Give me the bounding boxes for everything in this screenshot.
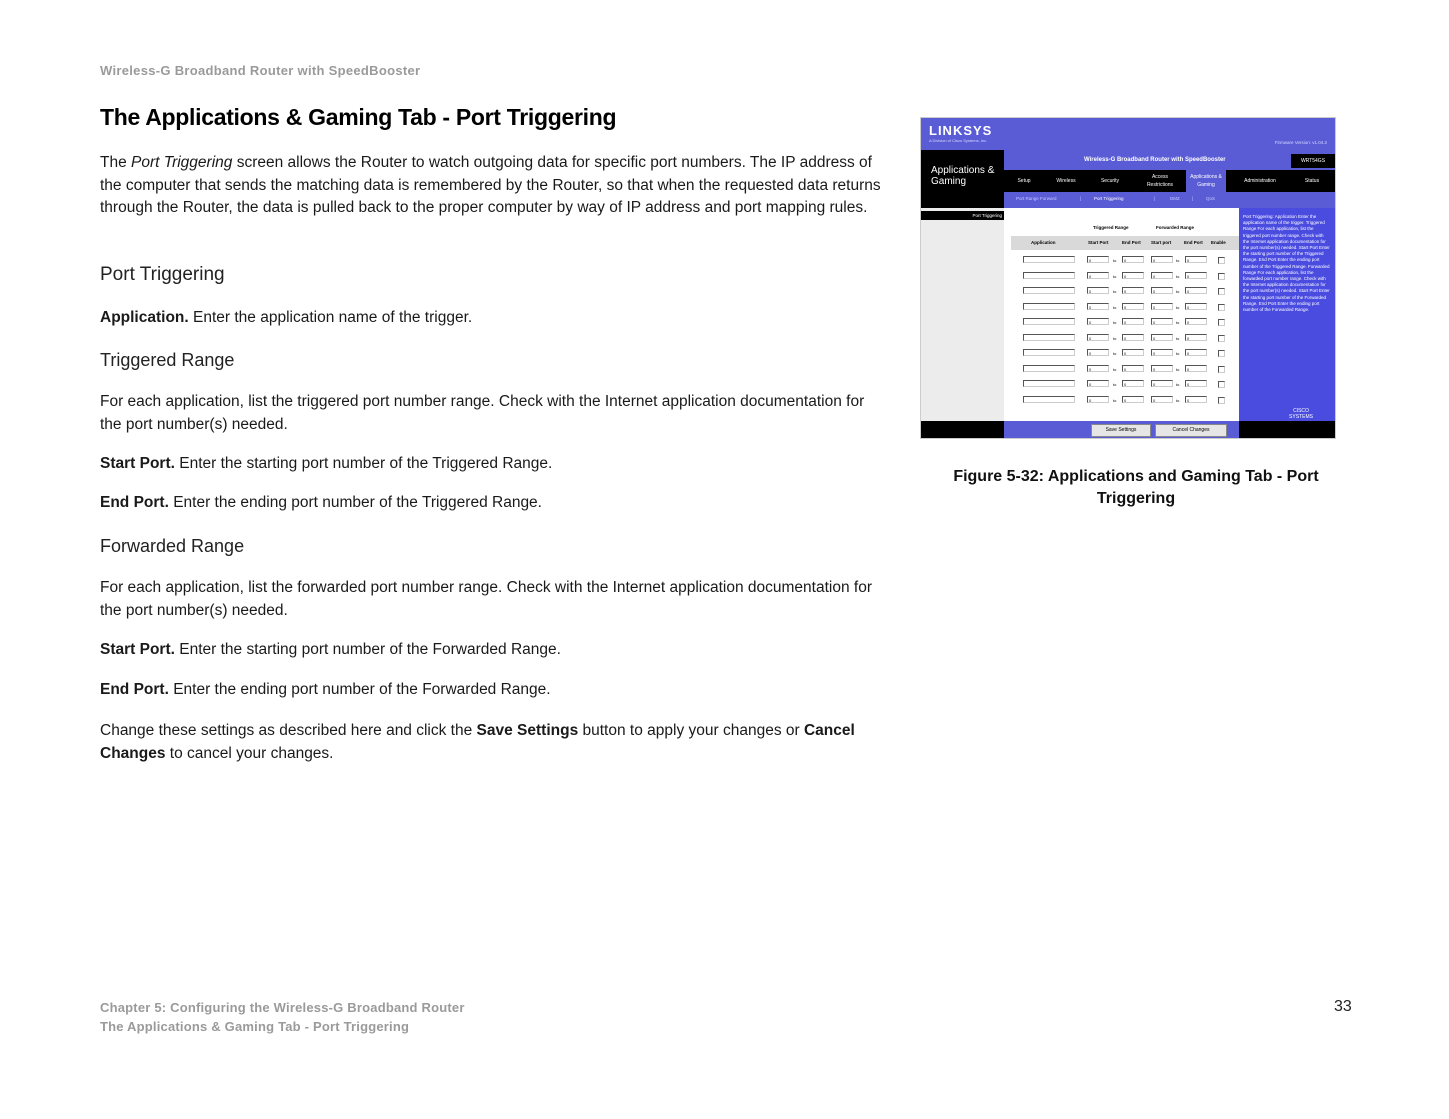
triggered-end-input[interactable]: 0 (1122, 318, 1144, 325)
triggered-end-input[interactable]: 0 (1122, 365, 1144, 372)
application-paragraph: Application. Enter the application name of the trigger. (100, 309, 473, 326)
trigger-row (921, 272, 1239, 282)
forwarded-start-input[interactable]: 0 (1151, 365, 1173, 372)
tab-setup[interactable]: Setup (1017, 178, 1031, 184)
application-input[interactable] (1023, 396, 1075, 403)
trigger-row (921, 365, 1239, 375)
help-text: Port Triggering: Application Enter the application name of the trigger. Triggered Range For each application, list the triggered port number range. Check with the Internet application documentation for the port number(s) needed. Start Port Enter the starting port number of the Triggered Range. End Port Enter the ending port number of the Triggered Range. Forwarded Range For each application, list the forwarded port number range. Check with the Internet application documentation for the port number(s) needed. Start Port Enter the starting port number of the Forwarded Range. End Port Enter the ending port number of the Forwarded Range. (1243, 214, 1330, 313)
enable-checkbox[interactable] (1218, 288, 1225, 295)
to-label: to (1113, 304, 1117, 310)
trigger-row (921, 349, 1239, 359)
sub-tabs (1004, 192, 1335, 208)
to-label: to (1176, 335, 1180, 341)
forwarded-start-paragraph: Start Port. Enter the starting port number of the Forwarded Range. (100, 641, 561, 658)
subtab-separator: | (1154, 196, 1156, 201)
trigger-row (921, 303, 1239, 313)
forwarded-end-input[interactable]: 0 (1185, 256, 1207, 263)
intro-italic: Port Triggering (131, 154, 233, 171)
to-label: to (1113, 258, 1117, 263)
forwarded-end-paragraph: End Port. Enter the ending port number of the Forwarded Range. (100, 681, 551, 698)
forwarded-start-input[interactable]: 0 (1151, 380, 1173, 387)
header-start-port: Start Port (1088, 240, 1109, 245)
forwarded-end-input[interactable]: 0 (1185, 318, 1207, 325)
triggered-start-input[interactable]: 0 (1087, 272, 1109, 279)
triggered-end-paragraph: End Port. Enter the ending port number of the Triggered Range. (100, 494, 542, 511)
trigger-row (921, 318, 1239, 328)
triggered-start-input[interactable]: 0 (1087, 318, 1109, 325)
linksys-logo: LINKSYS (929, 123, 993, 138)
left-section-label: Port Triggering (921, 211, 1004, 220)
triggered-end-input[interactable]: 0 (1122, 396, 1144, 403)
main-tabs (1004, 170, 1335, 192)
tab-administration[interactable]: Administration (1244, 178, 1276, 184)
to-label: to (1113, 273, 1117, 279)
application-input[interactable] (1023, 256, 1075, 263)
application-label: Application. (100, 309, 189, 326)
header-triggered-range: Triggered Range (1093, 225, 1129, 230)
triggered-start-input[interactable]: 0 (1087, 396, 1109, 403)
forwarded-start-input[interactable]: 0 (1151, 318, 1173, 325)
firmware-version: Firmware Version: v1.04.2 (1274, 140, 1327, 145)
triggered-start-input[interactable]: 0 (1087, 349, 1109, 356)
page-title: The Applications & Gaming Tab - Port Triggering (100, 104, 617, 130)
enable-checkbox[interactable] (1218, 304, 1225, 311)
forwarded-end-input[interactable]: 0 (1185, 334, 1207, 341)
cancel-changes-button[interactable]: Cancel Changes (1155, 424, 1227, 437)
to-label: to (1113, 397, 1117, 403)
intro-paragraph: The Port Triggering screen allows the Router to watch outgoing data for specific port numbers. The IP address of the computer that sends the matching data is remembered by the Router, so that when the requested data returns through the Router, the data is pulled back to the proper computer by way of IP address and port mapping rules. (100, 154, 881, 216)
to-label: to (1176, 366, 1180, 372)
heading-triggered-range: Triggered Range (100, 350, 235, 370)
application-input[interactable] (1023, 380, 1075, 387)
enable-checkbox[interactable] (1218, 397, 1225, 404)
triggered-start-input[interactable]: 0 (1087, 303, 1109, 310)
forwarded-start-input[interactable]: 0 (1151, 334, 1173, 341)
header-start-port-forwarded: Start port (1151, 240, 1172, 245)
triggered-end-input[interactable]: 0 (1122, 256, 1144, 263)
trigger-row (921, 287, 1239, 297)
header-forwarded-range: Forwarded Range (1156, 225, 1195, 230)
to-label: to (1176, 351, 1180, 356)
triggered-start-input[interactable]: 0 (1087, 380, 1109, 387)
forwarded-end-input[interactable]: 0 (1185, 287, 1207, 294)
to-label: to (1113, 366, 1117, 372)
to-label: to (1176, 320, 1180, 325)
triggered-end-input[interactable]: 0 (1122, 287, 1144, 294)
heading-port-triggering: Port Triggering (100, 264, 225, 285)
to-label: to (1176, 258, 1180, 263)
application-input[interactable] (1023, 349, 1075, 356)
header-enable: Enable (1211, 240, 1226, 245)
application-input[interactable] (1023, 365, 1075, 372)
tab-applications-gaming[interactable]: Applications & Gaming (1186, 170, 1226, 192)
header-end-port-forwarded: End Port (1184, 240, 1203, 245)
forwarded-end-input[interactable]: 0 (1185, 272, 1207, 279)
forwarded-start-input[interactable]: 0 (1151, 287, 1173, 294)
forwarded-end-input[interactable]: 0 (1185, 396, 1207, 403)
closing-paragraph: Change these settings as described here and click the Save Settings button to apply your changes or Cancel Changes to cancel your changes. (100, 722, 855, 762)
subtab-port-triggering[interactable]: Port Triggering (1094, 196, 1124, 201)
forwarded-start-input[interactable]: 0 (1151, 256, 1173, 263)
tab-security[interactable]: Security (1100, 178, 1120, 184)
subtab-separator: | (1080, 196, 1082, 201)
subtab-qos[interactable]: QoS (1206, 196, 1216, 201)
triggered-end-input[interactable]: 0 (1122, 303, 1144, 310)
trigger-row (921, 256, 1239, 266)
triggered-start-input[interactable]: 0 (1087, 334, 1109, 341)
forwarded-end-input[interactable]: 0 (1185, 349, 1207, 356)
to-label: to (1176, 289, 1180, 294)
to-label: to (1113, 382, 1117, 387)
trigger-row (921, 396, 1239, 406)
subtab-separator: | (1192, 196, 1194, 201)
to-label: to (1176, 382, 1180, 387)
model-badge: WRT54GS (1291, 154, 1335, 168)
enable-checkbox[interactable] (1218, 319, 1225, 326)
triggered-end-input[interactable]: 0 (1122, 334, 1144, 341)
figure-caption: Figure 5-32: Applications and Gaming Tab - Port Triggering (953, 468, 1319, 507)
application-input[interactable] (1023, 303, 1075, 310)
triggered-start-input[interactable]: 0 (1087, 287, 1109, 294)
enable-checkbox[interactable] (1218, 350, 1225, 357)
product-bar (1004, 150, 1335, 170)
logo-subtitle: A Division of Cisco Systems, Inc. (929, 138, 988, 143)
enable-checkbox[interactable] (1218, 335, 1225, 342)
forwarded-desc: For each application, list the forwarded port number range. Check with the Internet application documentation for the port number(s) needed. (100, 579, 872, 619)
tab-access-restrictions[interactable]: Access Restrictions (1146, 174, 1174, 188)
triggered-start-paragraph: Start Port. Enter the starting port number of the Triggered Range. (100, 455, 553, 472)
forwarded-end-input[interactable]: 0 (1185, 380, 1207, 387)
enable-checkbox[interactable] (1218, 257, 1225, 264)
tab-wireless[interactable]: Wireless (1056, 178, 1076, 184)
triggered-desc: For each application, list the triggered port number range. Check with the Internet application documentation for the port number(s) needed. (100, 393, 865, 433)
to-label: to (1176, 304, 1180, 310)
section-title: Applications & Gaming (931, 165, 995, 187)
header-end-port: End Port (1122, 240, 1141, 245)
page-number: 33 (1334, 998, 1352, 1015)
to-label: to (1176, 397, 1180, 403)
application-input[interactable] (1023, 334, 1075, 341)
heading-forwarded-range: Forwarded Range (100, 536, 245, 556)
footer-chapter: Chapter 5: Configuring the Wireless-G Broadband Router (100, 1000, 465, 1015)
footer-section: The Applications & Gaming Tab - Port Triggering (100, 1019, 410, 1034)
enable-checkbox[interactable] (1218, 366, 1225, 373)
router-screenshot-figure (920, 117, 1336, 439)
triggered-start-input[interactable]: 0 (1087, 256, 1109, 263)
triggered-end-input[interactable]: 0 (1122, 380, 1144, 387)
forwarded-start-input[interactable]: 0 (1151, 396, 1173, 403)
subtab-dmz[interactable]: DMZ (1170, 196, 1180, 201)
to-label: to (1113, 289, 1117, 294)
cisco-logo: CISCO SYSTEMS (1289, 408, 1313, 420)
forwarded-start-input[interactable]: 0 (1151, 272, 1173, 279)
enable-checkbox[interactable] (1218, 381, 1225, 388)
trigger-row (921, 380, 1239, 390)
to-label: to (1176, 273, 1180, 279)
forwarded-start-input[interactable]: 0 (1151, 303, 1173, 310)
tab-status[interactable]: Status (1304, 178, 1320, 184)
running-head: Wireless-G Broadband Router with SpeedBooster (100, 63, 421, 78)
forwarded-end-input[interactable]: 0 (1185, 365, 1207, 372)
to-label: to (1113, 351, 1117, 356)
product-name: Wireless-G Broadband Router with SpeedBooster (1084, 157, 1226, 163)
triggered-end-input[interactable]: 0 (1122, 349, 1144, 356)
triggered-end-input[interactable]: 0 (1122, 272, 1144, 279)
header-application: Application (1031, 240, 1056, 245)
to-label: to (1113, 320, 1117, 325)
application-input[interactable] (1023, 287, 1075, 294)
application-input[interactable] (1023, 318, 1075, 325)
forwarded-end-input[interactable]: 0 (1185, 303, 1207, 310)
subtab-port-range-forward[interactable]: Port Range Forward (1016, 196, 1057, 201)
to-label: to (1113, 335, 1117, 341)
enable-checkbox[interactable] (1218, 273, 1225, 280)
triggered-start-input[interactable]: 0 (1087, 365, 1109, 372)
trigger-row (921, 334, 1239, 344)
save-settings-button[interactable]: Save Settings (1091, 424, 1151, 437)
footer (100, 998, 465, 1036)
forwarded-start-input[interactable]: 0 (1151, 349, 1173, 356)
application-input[interactable] (1023, 272, 1075, 279)
